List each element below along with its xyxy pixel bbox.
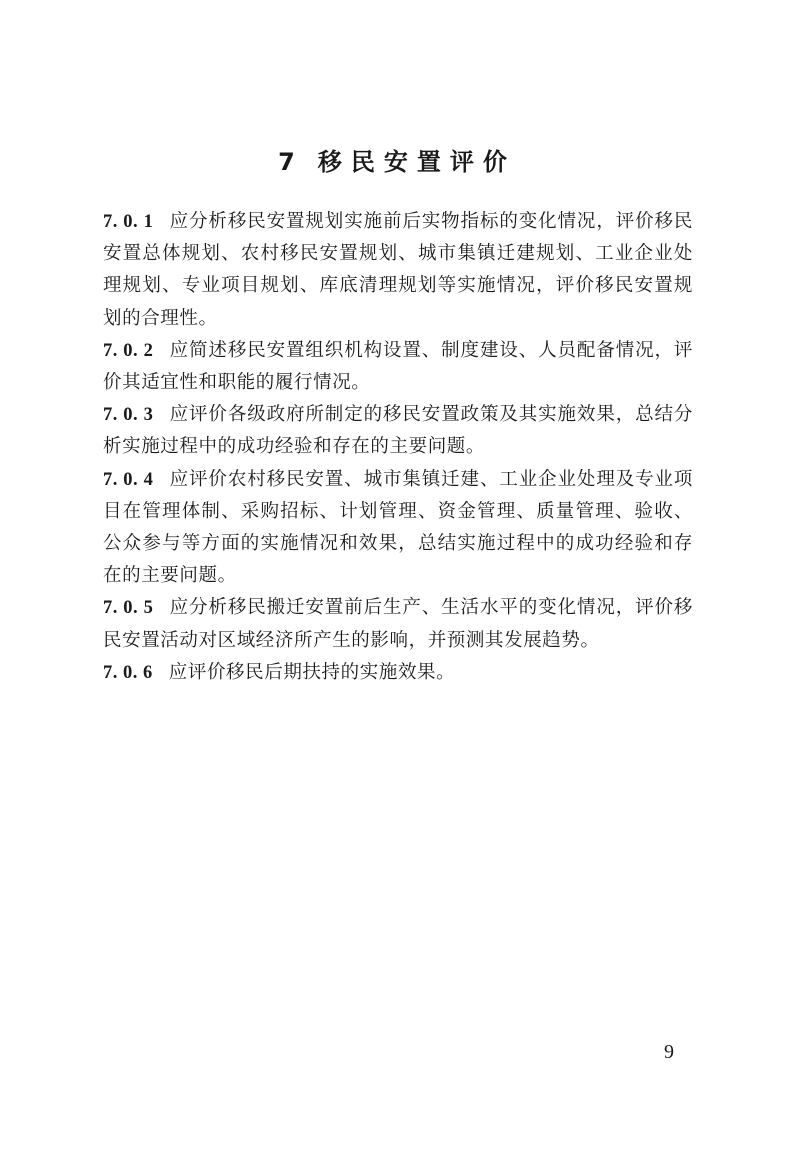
clause-number: 7. 0. 3 bbox=[103, 405, 154, 426]
clause-number: 7. 0. 2 bbox=[103, 340, 154, 361]
clause-text: 应评价农村移民安置、城市集镇迁建、工业企业处理及专业项目在管理体制、采购招标、计划管理、资金管理、质量管理、验收、公众参与等方面的实施情况和效果，总结实施过程中的成功经验和存在的主要问题。 bbox=[103, 468, 694, 587]
clause-text: 应评价移民后期扶持的实施效果。 bbox=[168, 661, 456, 683]
clause-7-0-6 bbox=[103, 657, 693, 689]
clause-text: 应简述移民安置组织机构设置、制度建设、人员配备情况，评价其适宜性和职能的履行情况。 bbox=[103, 339, 694, 394]
clause-list bbox=[103, 206, 693, 689]
clause-text: 应分析移民搬迁安置前后生产、生活水平的变化情况，评价移民安置活动对区域经济所产生的影响，并预测其发展趋势。 bbox=[103, 597, 694, 651]
clause-number: 7. 0. 1 bbox=[103, 212, 154, 232]
clause-7-0-5 bbox=[103, 592, 693, 656]
clause-text: 应分析移民安置规划实施前后实物指标的变化情况，评价移民安置总体规划、农村移民安置规划、城市集镇迁建规划、工业企业处理规划、专业项目规划、库底清理规划等实施情况，评价移民安置规划的合理性。 bbox=[103, 211, 694, 329]
chapter-title-text: 移民安置评价 bbox=[317, 148, 516, 177]
clause-7-0-4 bbox=[103, 464, 693, 593]
clause-number: 7. 0. 6 bbox=[103, 662, 153, 683]
clause-7-0-2 bbox=[103, 335, 693, 399]
clause-7-0-1 bbox=[103, 206, 693, 335]
clause-number: 7. 0. 5 bbox=[103, 598, 154, 619]
page-number: 9 bbox=[664, 1041, 674, 1063]
clause-number: 7. 0. 4 bbox=[103, 469, 154, 490]
chapter-title bbox=[0, 144, 794, 180]
clause-text: 应评价各级政府所制定的移民安置政策及其实施效果，总结分析实施过程中的成功经验和存在的主要问题。 bbox=[103, 404, 694, 458]
chapter-number: 7 bbox=[278, 148, 304, 177]
clause-7-0-3 bbox=[103, 399, 693, 463]
